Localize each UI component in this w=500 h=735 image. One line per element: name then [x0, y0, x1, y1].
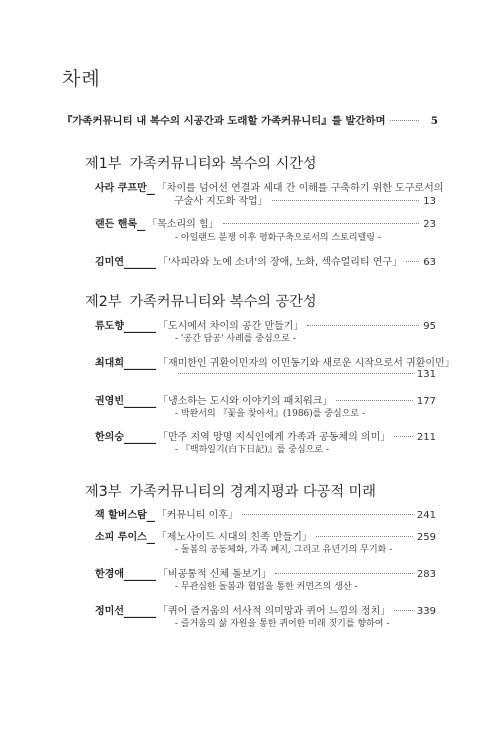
entry-author: 권영빈 — [95, 396, 124, 407]
entry-title: 「퀴어 즐거움의 서사적 의미망과 퀴어 느낌의 정치」 — [157, 606, 391, 617]
leader-dots — [307, 325, 419, 326]
entry-page: 13 — [423, 196, 436, 207]
entry-subtitle: - 아일랜드 분쟁 이후 평화구축으로서의 스토리텔링 - — [175, 233, 381, 243]
entry-leader: ____ — [123, 314, 156, 333]
entry-subtitle: - '공간 담공' 사례를 중심으로 - — [175, 334, 296, 344]
entry-author: 랜든 핸록 — [95, 219, 138, 230]
entry-title: 「목소리의 힘」 — [147, 219, 219, 230]
entry-title: 「냉소하는 도시와 이야기의 패치워크」 — [157, 396, 333, 407]
entry-author: 사라 쿠프만 — [95, 183, 147, 194]
entry-subtitle: - 『백하일기(白下日記)』를 중심으로 - — [175, 445, 329, 455]
entry-title: 「도시에서 차이의 공간 만들기」 — [157, 321, 304, 332]
entry-page: 339 — [416, 606, 436, 617]
entry-leader: ____ — [123, 562, 156, 581]
entry-title: 「제노사이드 시대의 친족 만들기」 — [156, 532, 312, 543]
entry-author: 한경애 — [95, 569, 124, 580]
entry-title: 「만주 지역 망명 지식인에게 가족과 공동체의 의미」 — [157, 432, 391, 443]
entry-subtitle: - 즐거움의 삶 자원을 통한 퀴어한 미래 짓기를 향하여 - — [175, 619, 390, 629]
entry-leader: _ — [146, 176, 155, 195]
entry-subtitle: - 돌봄의 공동체화, 가족 폐지, 그리고 유년기의 무기화 - — [175, 545, 393, 555]
part-heading — [85, 481, 376, 501]
entry-page: 63 — [423, 257, 436, 268]
toc-entry[interactable] — [95, 351, 455, 370]
leader-dots — [178, 373, 413, 374]
leader-dots — [406, 261, 419, 262]
part-label: 제1부 — [85, 156, 122, 172]
entry-author: 최대희 — [95, 358, 124, 369]
entry-page: 177 — [416, 396, 436, 407]
part-heading — [85, 153, 317, 173]
leader-dots — [223, 223, 420, 224]
entry-leader: ____ — [123, 599, 156, 618]
leader-dots — [242, 514, 413, 515]
leader-dots — [275, 573, 413, 574]
toc-entry-continued[interactable] — [174, 369, 436, 380]
entry-page: 131 — [416, 369, 436, 380]
entry-title: 「차이를 넘어선 연결과 세대 간 이해를 구축하기 위한 도구로서의 — [156, 183, 444, 194]
entry-author: 소피 루이스 — [95, 532, 147, 543]
toc-entry[interactable] — [95, 250, 436, 269]
toc-entry[interactable] — [95, 212, 436, 231]
intro-page: 5 — [430, 115, 438, 127]
entry-page: 211 — [416, 432, 436, 443]
toc-entry-continued[interactable] — [174, 192, 436, 207]
entry-leader: ____ — [123, 250, 156, 269]
part-label: 제2부 — [85, 294, 122, 310]
entry-leader: _ — [137, 212, 146, 231]
entry-leader: _ — [146, 525, 155, 544]
entry-author: 김미연 — [95, 257, 124, 268]
part-heading — [85, 291, 317, 311]
entry-author: 류도향 — [95, 321, 124, 332]
entry-title: 「재미한인 귀환이민자의 이민동기와 새로운 시작으로서 귀환이민」 — [157, 358, 455, 369]
entry-page: 241 — [416, 510, 436, 521]
leader-dots — [394, 436, 413, 437]
entry-title-cont: 구술사 지도화 작업」 — [174, 196, 268, 207]
entry-subtitle: - 무관심한 돌봄과 협업을 통한 커먼즈의 생산 - — [175, 582, 358, 592]
part-label: 제3부 — [85, 484, 122, 500]
entry-title: 「커뮤니티 이후」 — [156, 510, 238, 521]
entry-subtitle: - 박완서의 『꽃을 찾아서』(1986)를 중심으로 - — [175, 409, 366, 419]
intro-title: 『가족커뮤니티 내 복수의 시공간과 도래할 가족커뮤니티』를 발간하며 — [62, 115, 386, 127]
leader-dots — [336, 400, 412, 401]
toc-title: 차례 — [62, 68, 101, 90]
entry-page: 95 — [423, 321, 436, 332]
part-title: 가족커뮤니티와 복수의 시간성 — [129, 156, 317, 172]
leader-dots — [394, 610, 413, 611]
entry-leader: ____ — [123, 389, 156, 408]
entry-author: 잭 할버스탐 — [95, 510, 147, 521]
toc-entry[interactable] — [95, 503, 436, 522]
entry-title: 「비공통적 신체 돌보기」 — [157, 569, 272, 580]
entry-page: 283 — [416, 569, 436, 580]
leader-dots — [390, 120, 419, 121]
entry-author: 정미선 — [95, 606, 124, 617]
entry-page: 259 — [416, 532, 436, 543]
leader-dots — [272, 200, 420, 201]
entry-leader: ____ — [123, 425, 156, 444]
entry-leader: ____ — [123, 351, 156, 370]
part-title: 가족커뮤니티와 복수의 공간성 — [129, 294, 317, 310]
entry-author: 한의숭 — [95, 432, 124, 443]
leader-dots — [316, 536, 413, 537]
entry-page: 23 — [423, 219, 436, 230]
entry-leader: _ — [146, 503, 155, 522]
entry-title: 「'사피라와 노예 소녀'의 장애, 노화, 섹슈얼리티 연구」 — [157, 257, 403, 268]
intro-entry[interactable] — [62, 112, 438, 127]
part-title: 가족커뮤니티의 경계지평과 다공적 미래 — [129, 484, 376, 500]
